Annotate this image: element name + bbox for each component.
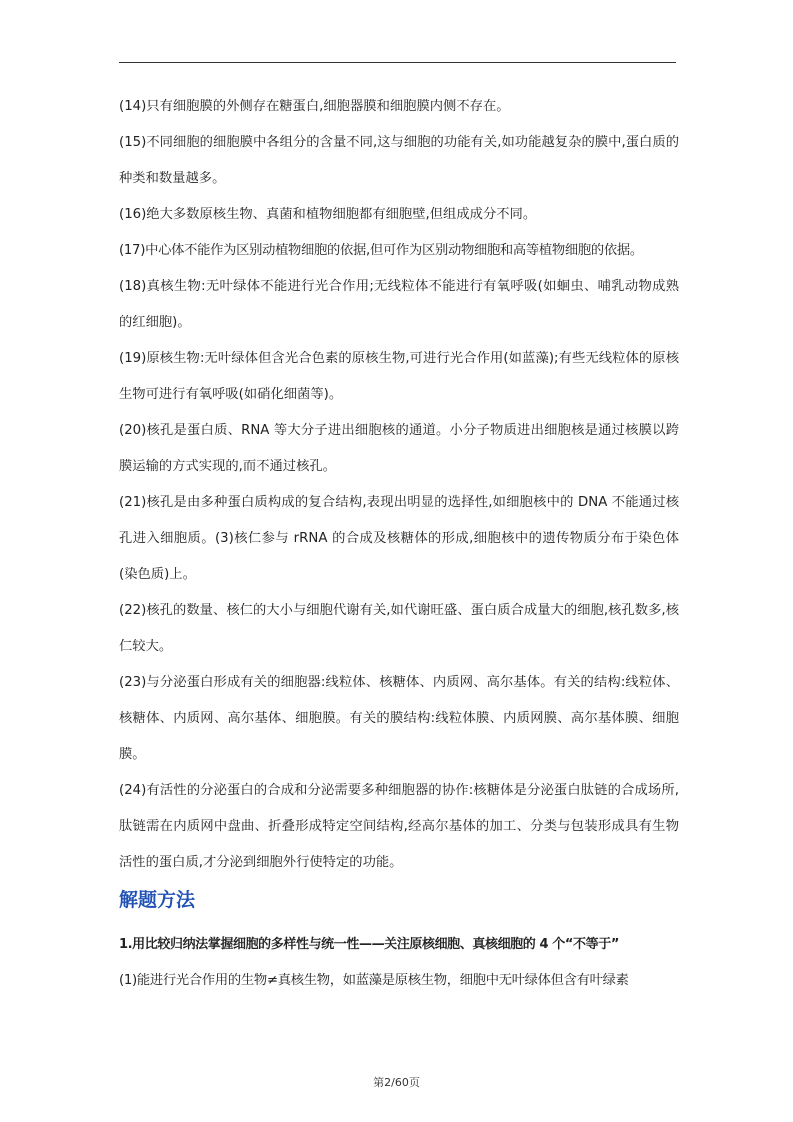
paragraph-15: (15)不同细胞的细胞膜中各组分的含量不同,这与细胞的功能有关,如功能越复杂的膜中,蛋白质的种类和数量越多。 [119,135,679,186]
page-number: 第2/60页 [373,1076,420,1089]
method-paragraph-1: (1)能进行光合作用的生物≠真核生物，如蓝藻是原核生物，细胞中无叶绿体但含有叶绿素 [119,973,629,988]
header-rule [119,62,676,63]
paragraph-18: (18)真核生物:无叶绿体不能进行光合作用;无线粒体不能进行有氧呼吸(如蛔虫、哺乳动物成熟的红细胞)。 [119,279,679,330]
paragraph-14: (14)只有细胞膜的外侧存在糖蛋白,细胞器膜和细胞膜内侧不存在。 [119,99,510,114]
section-heading: 解题方法 [119,889,196,911]
paragraph-23: (23)与分泌蛋白形成有关的细胞器:线粒体、核糖体、内质网、高尔基体。有关的结构:线粒体、核糖体、内质网、高尔基体、细胞膜。有关的膜结构:线粒体膜、内质网膜、高尔基体膜、细胞膜。 [119,675,679,762]
method-subheading: 1.用比较归纳法掌握细胞的多样性与统一性——关注原核细胞、真核细胞的 4 个“不等于” [119,937,619,952]
paragraph-22: (22)核孔的数量、核仁的大小与细胞代谢有关,如代谢旺盛、蛋白质合成量大的细胞,核孔数多,核仁较大。 [119,603,679,654]
paragraph-21: (21)核孔是由多种蛋白质构成的复合结构,表现出明显的选择性,如细胞核中的 DNA 不能通过核孔进入细胞质。(3)核仁参与 rRNA 的合成及核糖体的形成,细胞核中的遗传物质分布于染色体(染色质)上。 [119,495,679,582]
paragraph-20: (20)核孔是蛋白质、RNA 等大分子进出细胞核的通道。小分子物质进出细胞核是通过核膜以跨膜运输的方式实现的,而不通过核孔。 [119,423,679,474]
page-content [119,89,679,999]
paragraph-17: (17)中心体不能作为区别动植物细胞的依据,但可作为区别动物细胞和高等植物细胞的依据。 [119,243,643,258]
paragraph-24: (24)有活性的分泌蛋白的合成和分泌需要多种细胞器的协作:核糖体是分泌蛋白肽链的合成场所,肽链需在内质网中盘曲、折叠形成特定空间结构,经高尔基体的加工、分类与包装形成具有生物活性的蛋白质,才分泌到细胞外行使特定的功能。 [119,783,679,870]
paragraph-19: (19)原核生物:无叶绿体但含光合色素的原核生物,可进行光合作用(如蓝藻);有些无线粒体的原核生物可进行有氧呼吸(如硝化细菌等)。 [119,351,679,402]
paragraph-16: (16)绝大多数原核生物、真菌和植物细胞都有细胞壁,但组成成分不同。 [119,207,537,222]
